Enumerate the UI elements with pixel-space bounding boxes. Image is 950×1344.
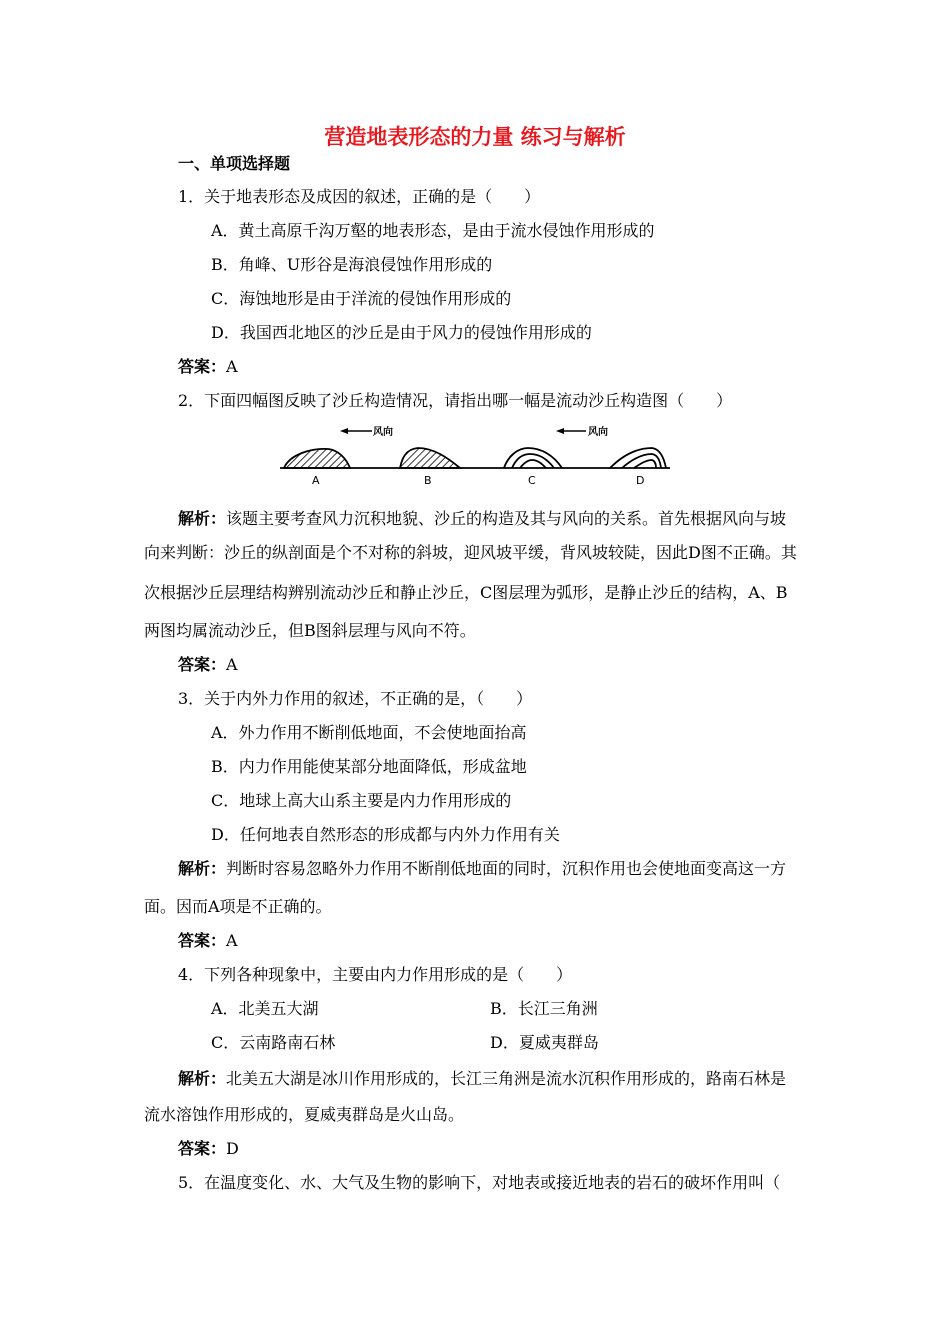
answer-label: 答案： <box>178 655 227 674</box>
question-4-stem: 4．下列各种现象中，主要由内力作用形成的是（ ） <box>178 965 573 984</box>
answer-label: 答案： <box>178 931 227 950</box>
question-2-stem: 2．下面四幅图反映了沙丘构造情况，请指出哪一幅是流动沙丘构造图（ ） <box>178 391 733 410</box>
figure-label-c: C <box>528 474 536 487</box>
answer-value: A <box>226 655 238 674</box>
question-4-option-d: D．夏威夷群岛 <box>490 1033 599 1052</box>
question-2-analysis-line-2: 向来判断：沙丘的纵剖面是个不对称的斜坡，迎风坡平缓，背风坡较陡，因此D图不正确。其 <box>144 543 797 562</box>
dune-a-icon <box>284 449 350 468</box>
answer-value: D <box>226 1139 239 1158</box>
answer-value: A <box>226 931 238 950</box>
question-4-answer <box>178 1139 239 1159</box>
answer-value: A <box>226 357 238 376</box>
section-heading: 一、单项选择题 <box>178 154 291 173</box>
figure-label-a: A <box>312 474 320 487</box>
question-3-option-d: D．任何地表自然形态的形成都与内外力作用有关 <box>211 825 560 844</box>
question-1-option-b: B．角峰、U形谷是海浪侵蚀作用形成的 <box>211 255 493 274</box>
wind-label-right: 风向 <box>588 427 608 438</box>
question-1-option-d: D．我国西北地区的沙丘是由于风力的侵蚀作用形成的 <box>211 323 592 342</box>
question-3-analysis-line-2: 面。因而A项是不正确的。 <box>144 897 332 916</box>
dune-b-icon <box>400 448 460 468</box>
page-title: 营造地表形态的力量 练习与解析 <box>324 124 626 149</box>
question-3-option-c: C．地球上高大山系主要是内力作用形成的 <box>211 791 512 810</box>
question-1-option-a: A．黄土高原千沟万壑的地表形态，是由于流水侵蚀作用形成的 <box>211 221 655 240</box>
wind-label-left: 风向 <box>373 427 393 438</box>
question-2-analysis-line-1 <box>178 509 786 529</box>
analysis-label: 解析： <box>178 509 227 528</box>
question-3-stem: 3．关于内外力作用的叙述，不正确的是，（ ） <box>178 689 533 708</box>
question-2-analysis-line-3: 次根据沙丘层理结构辨别流动沙丘和静止沙丘，C图层理为弧形，是静止沙丘的结构，A、B <box>144 583 788 602</box>
question-4-option-a: A．北美五大湖 <box>211 999 319 1018</box>
wind-arrow-right <box>556 428 586 434</box>
question-4-analysis-line-1 <box>178 1069 786 1089</box>
analysis-label: 解析： <box>178 859 227 878</box>
dune-d-icon <box>610 448 666 468</box>
question-4-option-c: C．云南路南石林 <box>211 1033 336 1052</box>
question-4-option-b: B．长江三角洲 <box>490 999 598 1018</box>
analysis-text: 该题主要考查风力沉积地貌、沙丘的构造及其与风向的关系。首先根据风向与坡 <box>226 509 787 528</box>
figure-label-b: B <box>424 474 432 487</box>
question-2-analysis-line-4: 两图均属流动沙丘，但B图斜层理与风向不符。 <box>144 621 476 640</box>
question-3-analysis-line-1 <box>178 859 786 879</box>
question-1-stem: 1．关于地表形态及成因的叙述，正确的是（ ） <box>178 187 541 206</box>
analysis-label: 解析： <box>178 1069 227 1088</box>
question-5-stem: 5．在温度变化、水、大气及生物的影响下，对地表或接近地表的岩石的破坏作用叫（ <box>178 1173 781 1192</box>
question-3-answer <box>178 931 238 951</box>
question-4-analysis-line-2: 流水溶蚀作用形成的，夏威夷群岛是火山岛。 <box>144 1105 465 1124</box>
question-2-answer <box>178 655 238 675</box>
question-3-option-b: B．内力作用能使某部分地面降低，形成盆地 <box>211 757 527 776</box>
wind-arrow-left <box>340 428 372 434</box>
question-1-option-c: C．海蚀地形是由于洋流的侵蚀作用形成的 <box>211 289 512 308</box>
answer-label: 答案： <box>178 1139 227 1158</box>
sand-dune-figure <box>272 418 682 490</box>
analysis-text: 北美五大湖是冰川作用形成的，长江三角洲是流水沉积作用形成的，路南石林是 <box>226 1069 787 1088</box>
figure-label-d: D <box>636 474 645 487</box>
analysis-text: 判断时容易忽略外力作用不断削低地面的同时，沉积作用也会使地面变高这一方 <box>226 859 787 878</box>
answer-label: 答案： <box>178 357 227 376</box>
dune-c-icon <box>504 448 562 468</box>
question-1-answer <box>178 357 238 377</box>
question-3-option-a: A．外力作用不断削低地面，不会使地面抬高 <box>211 723 527 742</box>
